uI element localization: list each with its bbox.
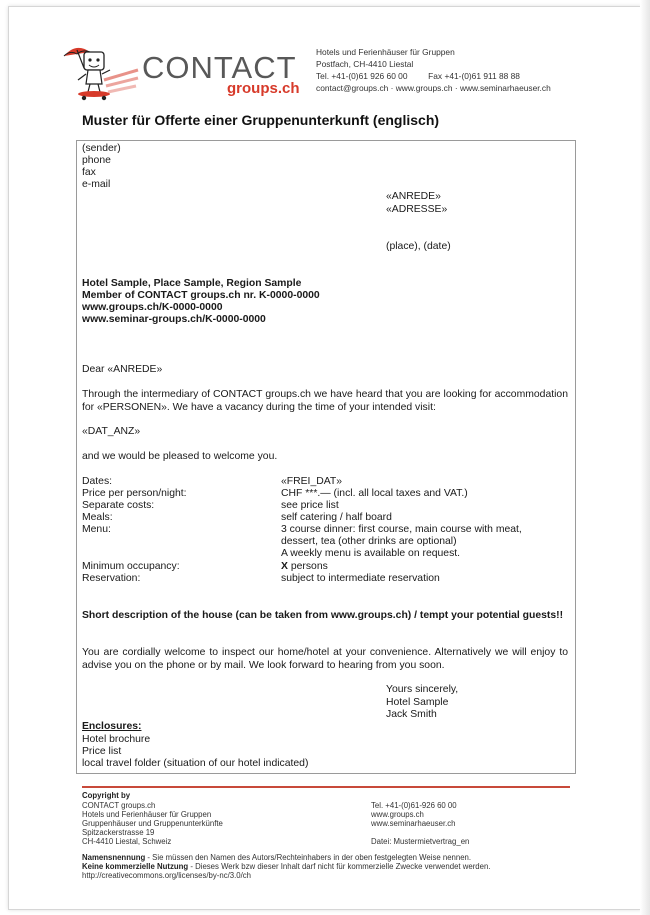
brand-sub: groups.ch	[227, 80, 300, 97]
detail-value: see price list	[281, 500, 339, 511]
detail-value: self catering / half board	[281, 512, 392, 523]
enclosure-item: local travel folder (situation of our hotel indicated)	[82, 758, 309, 769]
footer-left-line: CH-4410 Liestal, Schweiz	[82, 837, 172, 846]
mascot-logo-icon	[60, 40, 140, 102]
license-text: - Dieses Werk bzw dieser Inhalt darf nicht für kommerzielle Zwecke verwendet werden.	[188, 862, 491, 871]
intro-paragraph: Through the intermediary of CONTACT groups.ch we have heard that you are looking for accommodation for «PERSONEN». We have a vacancy during the time of your intended visit:	[82, 389, 568, 413]
menu-continuation: A weekly menu is available on request.	[281, 548, 461, 559]
place-date: (place), (date)	[386, 241, 451, 252]
fax-text: Fax +41-(0)61 911 88 88	[428, 71, 520, 81]
occupancy-count: X	[281, 561, 288, 572]
phone-text: Tel. +41-(0)61 926 60 00	[316, 71, 408, 81]
phone-fax-line	[316, 70, 551, 82]
occupancy-value	[281, 561, 328, 574]
footer-left-line: CONTACT groups.ch	[82, 801, 156, 810]
detail-value: «FREI_DAT»	[281, 476, 343, 487]
detail-value: 3 course dinner: first course, main course with meat,	[281, 524, 522, 535]
detail-label: Separate costs:	[82, 500, 155, 511]
license-term: Keine kommerzielle Nutzung	[82, 862, 189, 871]
closing-line: Jack Smith	[386, 709, 437, 720]
license-line	[82, 853, 471, 862]
footer-left-line: Hotels und Ferienhäuser für Gruppen	[82, 810, 212, 819]
footer-right-line: Tel. +41-(0)61-926 60 00	[371, 801, 457, 810]
hotel-line: Hotel Sample, Place Sample, Region Sample	[82, 278, 302, 289]
reservation-label: Reservation:	[82, 573, 141, 584]
enclosure-item: Price list	[82, 746, 122, 757]
license-text: - Sie müssen den Namen des Autors/Rechteinhabers in der oben festgelegten Weise nennen.	[145, 853, 472, 862]
license-term: Namensnennung	[82, 853, 146, 862]
hotel-line: Member of CONTACT groups.ch nr. K-0000-0000	[82, 290, 320, 301]
sender-line: e-mail	[82, 179, 111, 190]
footer-left-line: Gruppenhäuser und Gruppenunterkünfte	[82, 819, 223, 828]
house-description: Short description of the house (can be taken from www.groups.ch) / tempt your potential guests!!	[82, 610, 564, 621]
detail-label: Dates:	[82, 476, 113, 487]
detail-value: CHF ***.— (incl. all local taxes and VAT.)	[281, 488, 468, 499]
company-line: Hotels und Ferienhäuser für Gruppen	[316, 47, 455, 57]
license-url[interactable]: http://creativecommons.org/licenses/by-nc/3.0/ch	[82, 871, 252, 880]
footer-right-line: www.groups.ch	[371, 810, 424, 819]
company-line: Postfach, CH-4410 Liestal	[316, 59, 414, 69]
closing-line: Hotel Sample	[386, 697, 449, 708]
document-title: Muster für Offerte einer Gruppenunterkunft (englisch)	[82, 112, 440, 128]
license-line	[82, 862, 490, 871]
hotel-line: www.groups.ch/K-0000-0000	[82, 302, 223, 313]
dat-anz-field: «DAT_ANZ»	[82, 426, 141, 437]
brand-name: CONTACT	[142, 50, 297, 85]
footer-right-line: Datei: Mustermietvertrag_en	[371, 837, 470, 846]
contact-line: contact@groups.ch · www.groups.ch · www.seminarhaeuser.ch	[316, 83, 551, 93]
copyright-heading: Copyright by	[82, 791, 131, 800]
footer-right-line: www.seminarhaeuser.ch	[371, 819, 456, 828]
enclosure-item: Hotel brochure	[82, 734, 151, 745]
sender-line: fax	[82, 167, 96, 178]
footer-divider	[82, 786, 570, 788]
page-edge-shadow	[640, 0, 650, 915]
occupancy-unit: persons	[287, 561, 328, 572]
enclosures-heading: Enclosures:	[82, 721, 142, 732]
invitation-paragraph: You are cordially welcome to inspect our home/hotel at your convenience. Alternatively we will enjoy to advise you on the phone or by mail. We look forward to hearing from you soon.	[82, 647, 568, 671]
hotel-line: www.seminar-groups.ch/K-0000-0000	[82, 314, 266, 325]
recipient-salutation: «ANREDE»	[386, 191, 441, 202]
detail-label: Meals:	[82, 512, 113, 523]
sender-line: (sender)	[82, 143, 121, 154]
footer-left-line: Spitzackerstrasse 19	[82, 828, 155, 837]
salutation: Dear «ANREDE»	[82, 364, 163, 375]
closing-line: Yours sincerely,	[386, 684, 459, 695]
detail-label: Menu:	[82, 524, 111, 535]
welcome-line: and we would be pleased to welcome you.	[82, 451, 278, 462]
reservation-value: subject to intermediate reservation	[281, 573, 440, 584]
detail-label: Price per person/night:	[82, 488, 187, 499]
occupancy-label: Minimum occupancy:	[82, 561, 180, 572]
menu-continuation: dessert, tea (other drinks are optional)	[281, 536, 457, 547]
recipient-address: «ADRESSE»	[386, 204, 448, 215]
company-info	[316, 46, 551, 94]
sender-line: phone	[82, 155, 111, 166]
